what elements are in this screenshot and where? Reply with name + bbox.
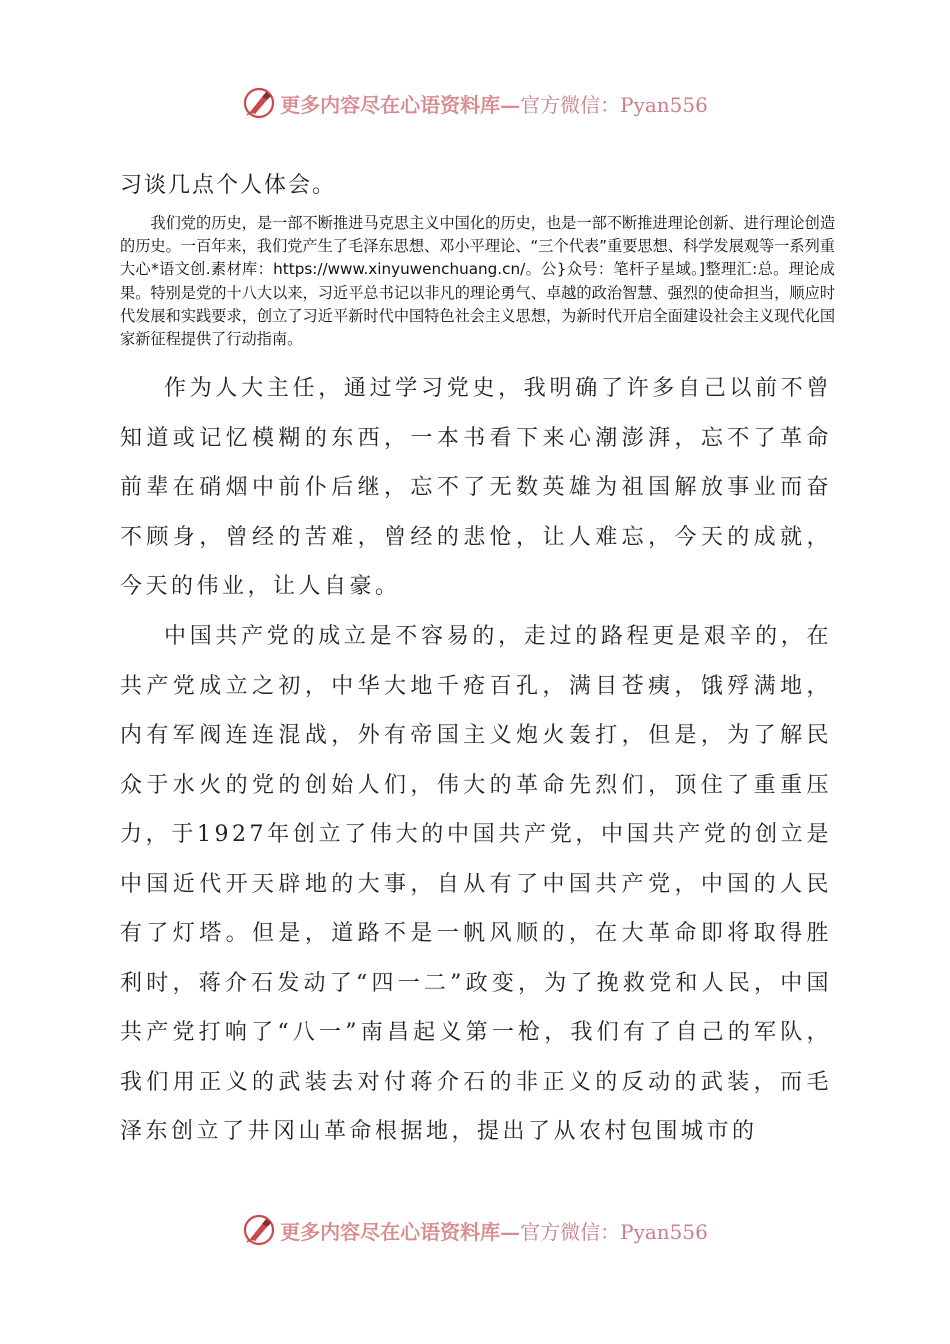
lead-line: 习谈几点个人体会。 <box>120 173 337 198</box>
body-paragraph-1: 作为人大主任，通过学习党史，我明确了许多自己以前不曾知道或记忆模糊的东西，一本书看下来心潮澎湃，忘不了革命前辈在硝烟中前仆后继，忘不了无数英雄为祖国解放事业而奋不顾身，曾经的苦难，曾经的悲怆，让人难忘，今天的成就，今天的伟业，让人自豪。 <box>120 376 832 599</box>
small-paragraph: 我们党的历史，是一部不断推进马克思主义中国化的历史，也是一部不断推进理论创新、进行理论创造的历史。一百年来，我们党产生了毛泽东思想、邓小平理论、“三个代表”重要思想、科学发展观等一系列重大心*语文创.素材库：https://www.xinyuwenchuang.cn/。公}众号：笔杆子星域。]整理汇:总。理论成果。特别是党的十八大以来，习近平总书记以非凡的理论勇气、卓越的政治智慧、强烈的使命担当，顺应时代发展和实践要求，创立了习近平新时代中国特色社会主义思想，为新时代开启全面建设社会主义现代化国家新征程提供了行动指南。 <box>120 214 835 349</box>
header-banner <box>0 83 950 123</box>
banner-title: 更多内容尽在心语资料库— <box>280 1219 521 1244</box>
body-paragraph-2: 中国共产党的成立是不容易的，走过的路程更是艰辛的，在共产党成立之初，中华大地千疮百孔，满目苍痍，饿殍满地，内有军阀连连混战，外有帝国主义炮火轰打，但是，为了解民众于水火的党的创始人们，伟大的革命先烈们，顶住了重重压力，于1927年创立了伟大的中国共产党，中国共产党的创立是中国近代开天辟地的大事，自从有了中国共产党，中国的人民有了灯塔。但是，道路不是一帆风顺的，在大革命即将取得胜利时，蒋介石发动了“四一二”政变，为了挽救党和人民，中国共产党打响了“八一”南昌起义第一枪，我们有了自己的军队，我们用正义的武装去对付蒋介石的非正义的反动的武装，而毛泽东创立了井冈山革命根据地，提出了从农村包围城市的 <box>120 624 832 1144</box>
pen-nib-logo-icon <box>242 1213 276 1247</box>
banner-title: 更多内容尽在心语资料库— <box>280 92 521 117</box>
pen-nib-logo-icon <box>242 86 276 120</box>
footer-banner <box>0 1210 950 1250</box>
banner-wechat: 官方微信：Pyan556 <box>520 92 708 117</box>
banner-wechat: 官方微信：Pyan556 <box>520 1219 708 1244</box>
